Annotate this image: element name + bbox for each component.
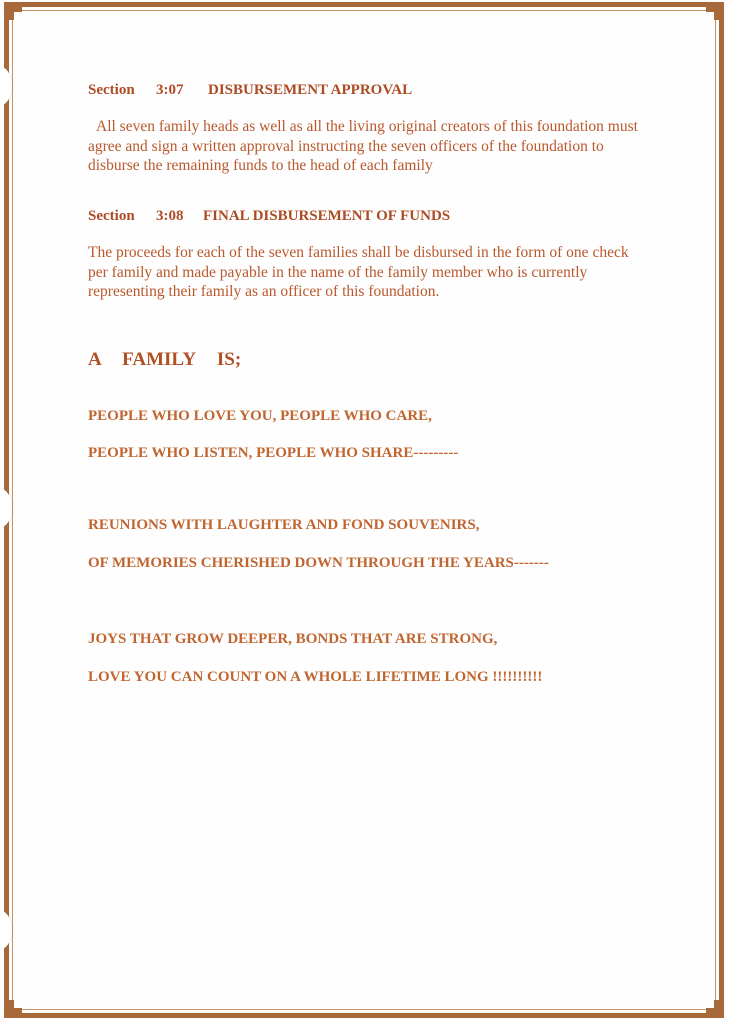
poem-line: PEOPLE WHO LISTEN, PEOPLE WHO SHARE--------- xyxy=(88,445,459,461)
poem-line: PEOPLE WHO LOVE YOU, PEOPLE WHO CARE, xyxy=(88,408,432,424)
section-307-body: All seven family heads as well as all the living original creators of this foundation must agree and sign a written approval instructing the seven officers of the foundation to disburse the remaining funds to the head of each family xyxy=(88,118,638,174)
section-308-heading xyxy=(88,208,450,225)
section-title: FINAL DISBURSEMENT OF FUNDS xyxy=(203,208,451,224)
section-title: DISBURSEMENT APPROVAL xyxy=(208,82,413,98)
poem-line: OF MEMORIES CHERISHED DOWN THROUGH THE YEARS------- xyxy=(88,555,549,571)
poem-line: REUNIONS WITH LAUGHTER AND FOND SOUVENIRS, xyxy=(88,517,480,533)
border-corner-ornament xyxy=(706,1000,724,1018)
section-number: 3:08 xyxy=(156,208,184,224)
section-307-heading xyxy=(88,82,412,99)
section-308-body: The proceeds for each of the seven families shall be disbursed in the form of one check per family and made payable in the name of the family member who is currently representing their family as an officer of this foundation. xyxy=(88,244,629,300)
border-corner-ornament xyxy=(4,2,22,20)
poem-line: LOVE YOU CAN COUNT ON A WHOLE LIFETIME LONG !!!!!!!!!! xyxy=(88,669,543,685)
section-label: Section xyxy=(88,82,135,98)
section-label: Section xyxy=(88,208,135,224)
family-heading: A FAMILY IS; xyxy=(88,349,242,370)
border-corner-ornament xyxy=(4,1000,22,1018)
section-number: 3:07 xyxy=(156,82,184,98)
poem-line: JOYS THAT GROW DEEPER, BONDS THAT ARE STRONG, xyxy=(88,631,498,647)
border-corner-ornament xyxy=(706,2,724,20)
